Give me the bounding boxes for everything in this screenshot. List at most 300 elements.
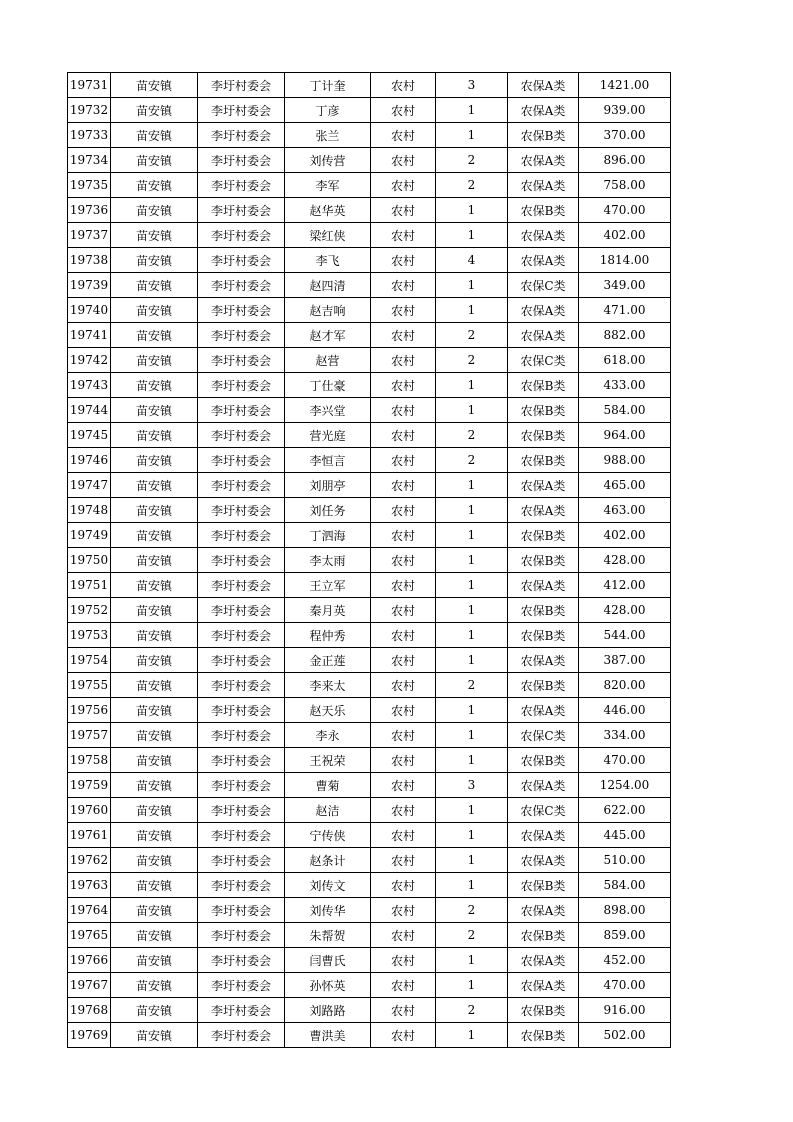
area-type-cell: 农村: [371, 848, 436, 873]
household-count-cell: 2: [436, 923, 508, 948]
category-cell: 农保B类: [508, 623, 579, 648]
record-id-cell: 19736: [68, 198, 111, 223]
area-type-cell: 农村: [371, 198, 436, 223]
table-row: [68, 873, 671, 898]
amount-cell: 898.00: [579, 898, 671, 923]
record-id-cell: 19746: [68, 448, 111, 473]
town-cell: 苗安镇: [111, 798, 198, 823]
name-cell: 赵华英: [285, 198, 371, 223]
name-cell: 营光庭: [285, 423, 371, 448]
name-cell: 李永: [285, 723, 371, 748]
amount-cell: 471.00: [579, 298, 671, 323]
town-cell: 苗安镇: [111, 773, 198, 798]
category-cell: 农保A类: [508, 823, 579, 848]
area-type-cell: 农村: [371, 773, 436, 798]
category-cell: 农保B类: [508, 123, 579, 148]
table-row: [68, 148, 671, 173]
area-type-cell: 农村: [371, 448, 436, 473]
amount-cell: 463.00: [579, 498, 671, 523]
amount-cell: 820.00: [579, 673, 671, 698]
village-cell: 李圩村委会: [198, 348, 285, 373]
area-type-cell: 农村: [371, 423, 436, 448]
category-cell: 农保A类: [508, 223, 579, 248]
table-row: [68, 498, 671, 523]
table-row: [68, 748, 671, 773]
name-cell: 李恒言: [285, 448, 371, 473]
amount-cell: 446.00: [579, 698, 671, 723]
area-type-cell: 农村: [371, 523, 436, 548]
amount-cell: 882.00: [579, 323, 671, 348]
record-id-cell: 19738: [68, 248, 111, 273]
household-count-cell: 2: [436, 423, 508, 448]
category-cell: 农保C类: [508, 798, 579, 823]
amount-cell: 445.00: [579, 823, 671, 848]
town-cell: 苗安镇: [111, 73, 198, 98]
amount-cell: 465.00: [579, 473, 671, 498]
town-cell: 苗安镇: [111, 923, 198, 948]
village-cell: 李圩村委会: [198, 273, 285, 298]
record-id-cell: 19767: [68, 973, 111, 998]
record-id-cell: 19752: [68, 598, 111, 623]
record-id-cell: 19733: [68, 123, 111, 148]
record-id-cell: 19743: [68, 373, 111, 398]
area-type-cell: 农村: [371, 248, 436, 273]
household-count-cell: 1: [436, 573, 508, 598]
area-type-cell: 农村: [371, 898, 436, 923]
area-type-cell: 农村: [371, 173, 436, 198]
roster-body: [68, 73, 671, 1048]
category-cell: 农保B类: [508, 198, 579, 223]
name-cell: 丁彦: [285, 98, 371, 123]
amount-cell: 618.00: [579, 348, 671, 373]
household-count-cell: 2: [436, 173, 508, 198]
table-row: [68, 948, 671, 973]
name-cell: 丁泗海: [285, 523, 371, 548]
record-id-cell: 19754: [68, 648, 111, 673]
name-cell: 李兴堂: [285, 398, 371, 423]
amount-cell: 402.00: [579, 223, 671, 248]
category-cell: 农保A类: [508, 698, 579, 723]
category-cell: 农保B类: [508, 998, 579, 1023]
record-id-cell: 19741: [68, 323, 111, 348]
category-cell: 农保B类: [508, 398, 579, 423]
table-row: [68, 298, 671, 323]
category-cell: 农保C类: [508, 273, 579, 298]
record-id-cell: 19734: [68, 148, 111, 173]
category-cell: 农保B类: [508, 448, 579, 473]
name-cell: 曹洪美: [285, 1023, 371, 1048]
table-row: [68, 973, 671, 998]
category-cell: 农保A类: [508, 73, 579, 98]
household-count-cell: 1: [436, 723, 508, 748]
town-cell: 苗安镇: [111, 648, 198, 673]
category-cell: 农保B类: [508, 523, 579, 548]
village-cell: 李圩村委会: [198, 73, 285, 98]
town-cell: 苗安镇: [111, 123, 198, 148]
amount-cell: 896.00: [579, 148, 671, 173]
table-row: [68, 273, 671, 298]
category-cell: 农保B类: [508, 748, 579, 773]
village-cell: 李圩村委会: [198, 548, 285, 573]
area-type-cell: 农村: [371, 98, 436, 123]
record-id-cell: 19759: [68, 773, 111, 798]
table-row: [68, 573, 671, 598]
record-id-cell: 19757: [68, 723, 111, 748]
household-count-cell: 1: [436, 398, 508, 423]
amount-cell: 544.00: [579, 623, 671, 648]
name-cell: 秦月英: [285, 598, 371, 623]
amount-cell: 428.00: [579, 548, 671, 573]
household-count-cell: 2: [436, 448, 508, 473]
household-count-cell: 2: [436, 148, 508, 173]
household-count-cell: 1: [436, 298, 508, 323]
table-row: [68, 848, 671, 873]
amount-cell: 916.00: [579, 998, 671, 1023]
village-cell: 李圩村委会: [198, 198, 285, 223]
village-cell: 李圩村委会: [198, 248, 285, 273]
category-cell: 农保A类: [508, 898, 579, 923]
record-id-cell: 19737: [68, 223, 111, 248]
area-type-cell: 农村: [371, 948, 436, 973]
record-id-cell: 19731: [68, 73, 111, 98]
table-row: [68, 548, 671, 573]
table-row: [68, 348, 671, 373]
record-id-cell: 19747: [68, 473, 111, 498]
area-type-cell: 农村: [371, 998, 436, 1023]
name-cell: 赵条计: [285, 848, 371, 873]
village-cell: 李圩村委会: [198, 123, 285, 148]
category-cell: 农保A类: [508, 473, 579, 498]
amount-cell: 1814.00: [579, 248, 671, 273]
town-cell: 苗安镇: [111, 848, 198, 873]
table-row: [68, 698, 671, 723]
household-count-cell: 3: [436, 773, 508, 798]
household-count-cell: 1: [436, 1023, 508, 1048]
category-cell: 农保A类: [508, 498, 579, 523]
town-cell: 苗安镇: [111, 598, 198, 623]
town-cell: 苗安镇: [111, 698, 198, 723]
town-cell: 苗安镇: [111, 173, 198, 198]
name-cell: 赵天乐: [285, 698, 371, 723]
household-count-cell: 2: [436, 348, 508, 373]
area-type-cell: 农村: [371, 823, 436, 848]
amount-cell: 622.00: [579, 798, 671, 823]
record-id-cell: 19751: [68, 573, 111, 598]
area-type-cell: 农村: [371, 323, 436, 348]
village-cell: 李圩村委会: [198, 998, 285, 1023]
table-row: [68, 223, 671, 248]
amount-cell: 387.00: [579, 648, 671, 673]
area-type-cell: 农村: [371, 573, 436, 598]
table-row: [68, 1023, 671, 1048]
category-cell: 农保A类: [508, 98, 579, 123]
name-cell: 刘朋亭: [285, 473, 371, 498]
roster-table: [67, 72, 671, 1048]
category-cell: 农保B类: [508, 873, 579, 898]
amount-cell: 510.00: [579, 848, 671, 873]
town-cell: 苗安镇: [111, 298, 198, 323]
area-type-cell: 农村: [371, 798, 436, 823]
category-cell: 农保A类: [508, 848, 579, 873]
table-row: [68, 773, 671, 798]
category-cell: 农保A类: [508, 973, 579, 998]
record-id-cell: 19735: [68, 173, 111, 198]
amount-cell: 470.00: [579, 748, 671, 773]
category-cell: 农保B类: [508, 598, 579, 623]
name-cell: 赵洁: [285, 798, 371, 823]
village-cell: 李圩村委会: [198, 848, 285, 873]
amount-cell: 988.00: [579, 448, 671, 473]
table-row: [68, 373, 671, 398]
household-count-cell: 4: [436, 248, 508, 273]
area-type-cell: 农村: [371, 648, 436, 673]
category-cell: 农保C类: [508, 348, 579, 373]
table-row: [68, 598, 671, 623]
area-type-cell: 农村: [371, 748, 436, 773]
table-row: [68, 648, 671, 673]
name-cell: 程仲秀: [285, 623, 371, 648]
amount-cell: 370.00: [579, 123, 671, 148]
category-cell: 农保A类: [508, 298, 579, 323]
town-cell: 苗安镇: [111, 448, 198, 473]
village-cell: 李圩村委会: [198, 473, 285, 498]
area-type-cell: 农村: [371, 623, 436, 648]
name-cell: 赵营: [285, 348, 371, 373]
amount-cell: 502.00: [579, 1023, 671, 1048]
household-count-cell: 3: [436, 73, 508, 98]
category-cell: 农保C类: [508, 723, 579, 748]
amount-cell: 584.00: [579, 873, 671, 898]
village-cell: 李圩村委会: [198, 723, 285, 748]
area-type-cell: 农村: [371, 148, 436, 173]
household-count-cell: 1: [436, 973, 508, 998]
name-cell: 王立军: [285, 573, 371, 598]
village-cell: 李圩村委会: [198, 398, 285, 423]
household-count-cell: 1: [436, 273, 508, 298]
amount-cell: 334.00: [579, 723, 671, 748]
town-cell: 苗安镇: [111, 748, 198, 773]
name-cell: 刘传文: [285, 873, 371, 898]
household-count-cell: 1: [436, 873, 508, 898]
table-row: [68, 248, 671, 273]
record-id-cell: 19740: [68, 298, 111, 323]
name-cell: 丁计奎: [285, 73, 371, 98]
area-type-cell: 农村: [371, 373, 436, 398]
record-id-cell: 19758: [68, 748, 111, 773]
name-cell: 赵四清: [285, 273, 371, 298]
record-id-cell: 19744: [68, 398, 111, 423]
village-cell: 李圩村委会: [198, 973, 285, 998]
category-cell: 农保A类: [508, 173, 579, 198]
table-row: [68, 173, 671, 198]
table-row: [68, 448, 671, 473]
amount-cell: 412.00: [579, 573, 671, 598]
name-cell: 李军: [285, 173, 371, 198]
household-count-cell: 1: [436, 123, 508, 148]
table-row: [68, 73, 671, 98]
village-cell: 李圩村委会: [198, 948, 285, 973]
name-cell: 闫曹氏: [285, 948, 371, 973]
village-cell: 李圩村委会: [198, 223, 285, 248]
household-count-cell: 1: [436, 98, 508, 123]
table-row: [68, 323, 671, 348]
town-cell: 苗安镇: [111, 273, 198, 298]
area-type-cell: 农村: [371, 723, 436, 748]
amount-cell: 1254.00: [579, 773, 671, 798]
village-cell: 李圩村委会: [198, 573, 285, 598]
village-cell: 李圩村委会: [198, 873, 285, 898]
table-row: [68, 198, 671, 223]
area-type-cell: 农村: [371, 73, 436, 98]
record-id-cell: 19768: [68, 998, 111, 1023]
village-cell: 李圩村委会: [198, 623, 285, 648]
category-cell: 农保B类: [508, 1023, 579, 1048]
household-count-cell: 1: [436, 623, 508, 648]
category-cell: 农保A类: [508, 248, 579, 273]
area-type-cell: 农村: [371, 298, 436, 323]
amount-cell: 859.00: [579, 923, 671, 948]
village-cell: 李圩村委会: [198, 423, 285, 448]
area-type-cell: 农村: [371, 273, 436, 298]
household-count-cell: 2: [436, 673, 508, 698]
town-cell: 苗安镇: [111, 873, 198, 898]
village-cell: 李圩村委会: [198, 148, 285, 173]
town-cell: 苗安镇: [111, 523, 198, 548]
town-cell: 苗安镇: [111, 223, 198, 248]
village-cell: 李圩村委会: [198, 823, 285, 848]
table-row: [68, 898, 671, 923]
household-count-cell: 1: [436, 498, 508, 523]
village-cell: 李圩村委会: [198, 373, 285, 398]
name-cell: 朱帮贺: [285, 923, 371, 948]
amount-cell: 428.00: [579, 598, 671, 623]
town-cell: 苗安镇: [111, 498, 198, 523]
name-cell: 赵吉响: [285, 298, 371, 323]
household-count-cell: 1: [436, 373, 508, 398]
household-count-cell: 1: [436, 848, 508, 873]
record-id-cell: 19756: [68, 698, 111, 723]
table-row: [68, 123, 671, 148]
village-cell: 李圩村委会: [198, 98, 285, 123]
town-cell: 苗安镇: [111, 348, 198, 373]
category-cell: 农保A类: [508, 648, 579, 673]
table-row: [68, 623, 671, 648]
town-cell: 苗安镇: [111, 323, 198, 348]
household-count-cell: 1: [436, 798, 508, 823]
table-row: [68, 723, 671, 748]
record-id-cell: 19748: [68, 498, 111, 523]
area-type-cell: 农村: [371, 1023, 436, 1048]
amount-cell: 402.00: [579, 523, 671, 548]
amount-cell: 349.00: [579, 273, 671, 298]
area-type-cell: 农村: [371, 973, 436, 998]
name-cell: 刘路路: [285, 998, 371, 1023]
village-cell: 李圩村委会: [198, 173, 285, 198]
record-id-cell: 19762: [68, 848, 111, 873]
town-cell: 苗安镇: [111, 248, 198, 273]
village-cell: 李圩村委会: [198, 748, 285, 773]
category-cell: 农保B类: [508, 423, 579, 448]
table-row: [68, 798, 671, 823]
table-row: [68, 398, 671, 423]
name-cell: 梁红侠: [285, 223, 371, 248]
area-type-cell: 农村: [371, 473, 436, 498]
town-cell: 苗安镇: [111, 973, 198, 998]
name-cell: 李来太: [285, 673, 371, 698]
name-cell: 丁仕豪: [285, 373, 371, 398]
record-id-cell: 19739: [68, 273, 111, 298]
household-count-cell: 1: [436, 823, 508, 848]
table-row: [68, 823, 671, 848]
household-count-cell: 1: [436, 748, 508, 773]
town-cell: 苗安镇: [111, 823, 198, 848]
household-count-cell: 1: [436, 948, 508, 973]
name-cell: 孙怀英: [285, 973, 371, 998]
household-count-cell: 1: [436, 648, 508, 673]
table-row: [68, 673, 671, 698]
table-row: [68, 473, 671, 498]
category-cell: 农保A类: [508, 573, 579, 598]
category-cell: 农保A类: [508, 323, 579, 348]
town-cell: 苗安镇: [111, 198, 198, 223]
household-count-cell: 1: [436, 548, 508, 573]
town-cell: 苗安镇: [111, 373, 198, 398]
village-cell: 李圩村委会: [198, 298, 285, 323]
record-id-cell: 19760: [68, 798, 111, 823]
name-cell: 金正莲: [285, 648, 371, 673]
amount-cell: 452.00: [579, 948, 671, 973]
area-type-cell: 农村: [371, 348, 436, 373]
village-cell: 李圩村委会: [198, 523, 285, 548]
town-cell: 苗安镇: [111, 473, 198, 498]
category-cell: 农保A类: [508, 148, 579, 173]
record-id-cell: 19765: [68, 923, 111, 948]
record-id-cell: 19750: [68, 548, 111, 573]
name-cell: 李飞: [285, 248, 371, 273]
record-id-cell: 19753: [68, 623, 111, 648]
name-cell: 张兰: [285, 123, 371, 148]
town-cell: 苗安镇: [111, 898, 198, 923]
amount-cell: 470.00: [579, 973, 671, 998]
amount-cell: 584.00: [579, 398, 671, 423]
town-cell: 苗安镇: [111, 98, 198, 123]
name-cell: 李太雨: [285, 548, 371, 573]
town-cell: 苗安镇: [111, 998, 198, 1023]
name-cell: 刘传营: [285, 148, 371, 173]
record-id-cell: 19749: [68, 523, 111, 548]
area-type-cell: 农村: [371, 873, 436, 898]
amount-cell: 758.00: [579, 173, 671, 198]
village-cell: 李圩村委会: [198, 598, 285, 623]
village-cell: 李圩村委会: [198, 673, 285, 698]
town-cell: 苗安镇: [111, 573, 198, 598]
table-row: [68, 523, 671, 548]
area-type-cell: 农村: [371, 398, 436, 423]
name-cell: 曹菊: [285, 773, 371, 798]
town-cell: 苗安镇: [111, 623, 198, 648]
category-cell: 农保A类: [508, 773, 579, 798]
household-count-cell: 1: [436, 598, 508, 623]
category-cell: 农保B类: [508, 923, 579, 948]
area-type-cell: 农村: [371, 223, 436, 248]
area-type-cell: 农村: [371, 598, 436, 623]
household-count-cell: 1: [436, 523, 508, 548]
record-id-cell: 19742: [68, 348, 111, 373]
town-cell: 苗安镇: [111, 948, 198, 973]
village-cell: 李圩村委会: [198, 898, 285, 923]
record-id-cell: 19745: [68, 423, 111, 448]
record-id-cell: 19766: [68, 948, 111, 973]
